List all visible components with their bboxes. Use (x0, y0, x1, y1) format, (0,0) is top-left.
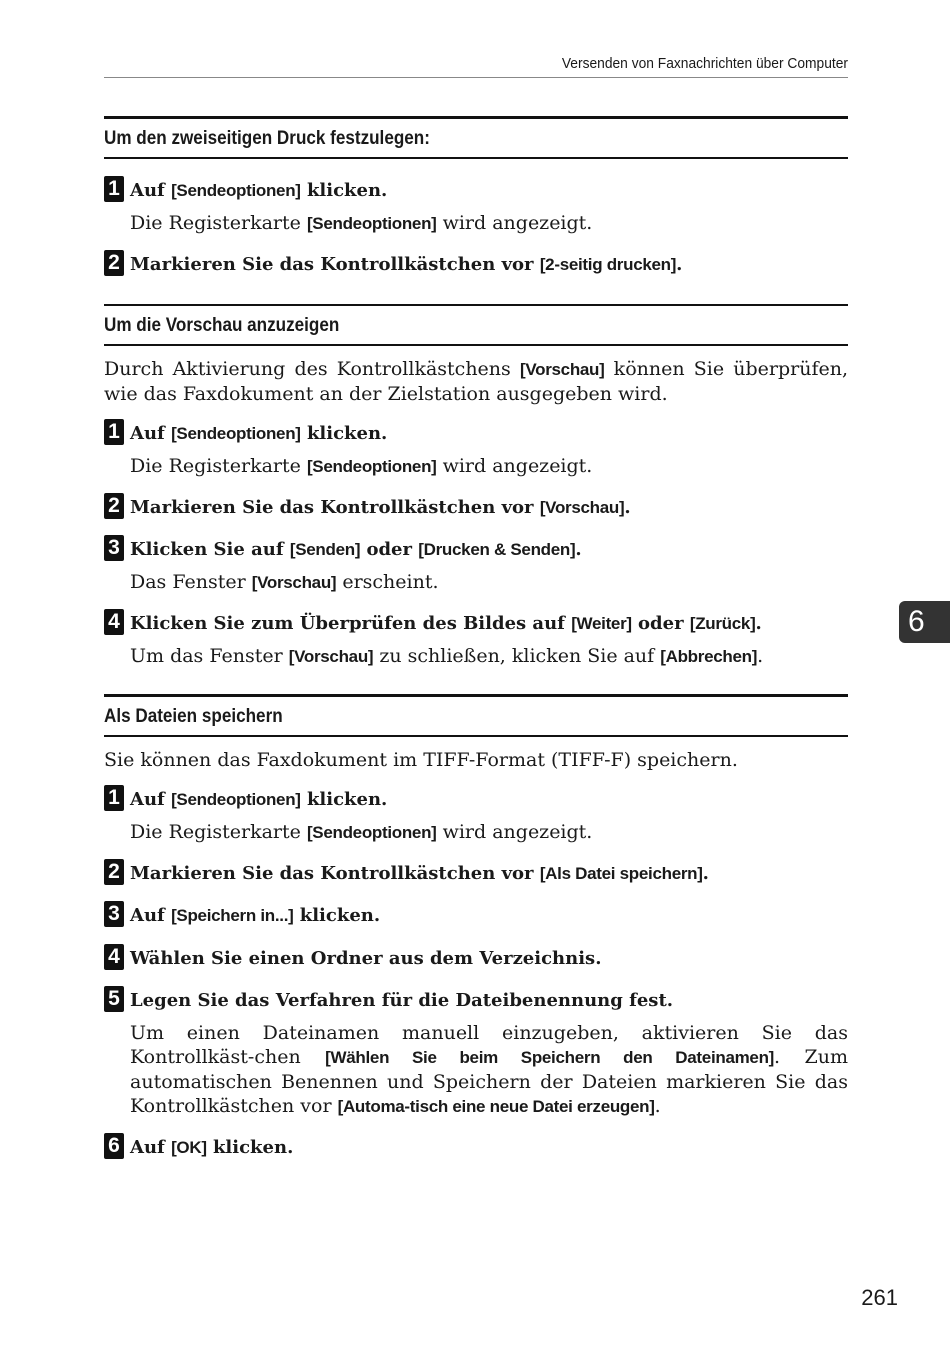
step-number-badge: 3 (104, 535, 124, 561)
step-number-badge: 1 (104, 785, 124, 811)
section-rule-bottom (104, 344, 848, 346)
step-instruction: Markieren Sie das Kontrollkästchen vor [Vorschau]. (130, 497, 631, 518)
section-rule-bottom (104, 735, 848, 737)
step-item (104, 176, 848, 236)
step-item (104, 986, 848, 1119)
step-item (104, 250, 848, 277)
step-instruction: Auf [Sendeoptionen] klicken. (130, 423, 388, 444)
step-instruction: Auf [Sendeoptionen] klicken. (130, 180, 388, 201)
step-instruction: Markieren Sie das Kontrollkästchen vor [Als Datei speichern]. (130, 863, 709, 884)
section-title: Als Dateien speichern (104, 706, 283, 727)
step-number-badge: 2 (104, 859, 124, 885)
section-intro: Durch Aktivierung des Kontrollkästchens [Vorschau] können Sie überprüfen, wie das Faxdokument an der Zielstation ausgegeben wird. (104, 358, 849, 405)
step-item (104, 419, 848, 479)
section-save-files (104, 694, 848, 737)
section-rule-bottom (104, 157, 848, 159)
step-note: Das Fenster [Vorschau] erscheint. (130, 571, 439, 593)
step-instruction: Legen Sie das Verfahren für die Dateibenennung fest. (130, 990, 674, 1011)
step-number-badge: 4 (104, 609, 124, 635)
step-number-badge: 5 (104, 986, 124, 1012)
step-number-badge: 1 (104, 176, 124, 202)
step-number-badge: 2 (104, 250, 124, 276)
step-number-badge: 2 (104, 493, 124, 519)
step-instruction: Wählen Sie einen Ordner aus dem Verzeichnis. (130, 948, 602, 969)
step-note: Die Registerkarte [Sendeoptionen] wird angezeigt. (130, 212, 593, 234)
step-item (104, 1133, 848, 1160)
step-instruction: Klicken Sie zum Überprüfen des Bildes auf [Weiter] oder [Zurück]. (130, 613, 762, 634)
step-note: Um einen Dateinamen manuell einzugeben, aktivieren Sie das Kontrollkäst-chen [Wählen Sie beim Speichern den Dateinamen]. Zum automatischen Benennen und Speichern der Dateien markieren Sie das Kontrollkästchen vor [Automa-tisch eine neue Datei erzeugen]. (130, 1022, 848, 1117)
step-instruction: Auf [OK] klicken. (130, 1137, 294, 1158)
section-title: Um den zweiseitigen Druck festzulegen: (104, 128, 430, 149)
step-item (104, 535, 848, 595)
step-note: Die Registerkarte [Sendeoptionen] wird angezeigt. (130, 455, 593, 477)
step-item (104, 859, 848, 886)
running-header: Versenden von Faxnachrichten über Computer (561, 55, 848, 72)
header-rule (104, 77, 848, 78)
step-instruction: Auf [Speichern in...] klicken. (130, 905, 381, 926)
step-instruction: Auf [Sendeoptionen] klicken. (130, 789, 388, 810)
step-instruction: Klicken Sie auf [Senden] oder [Drucken & Senden]. (130, 539, 582, 560)
step-item (104, 609, 848, 669)
section-title: Um die Vorschau anzuzeigen (104, 315, 340, 336)
step-number-badge: 3 (104, 901, 124, 927)
section-duplex (104, 116, 848, 159)
step-number-badge: 4 (104, 944, 124, 970)
step-number-badge: 1 (104, 419, 124, 445)
chapter-tab: 6 (899, 601, 950, 643)
section-intro: Sie können das Faxdokument im TIFF-Format (TIFF-F) speichern. (104, 749, 738, 771)
step-item (104, 493, 848, 520)
step-instruction: Markieren Sie das Kontrollkästchen vor [2-seitig drucken]. (130, 254, 683, 275)
step-item (104, 944, 848, 971)
section-preview (104, 304, 848, 346)
step-item (104, 785, 848, 845)
step-item (104, 901, 848, 928)
page-number: 261 (861, 1285, 898, 1310)
step-number-badge: 6 (104, 1133, 124, 1159)
step-note: Um das Fenster [Vorschau] zu schließen, klicken Sie auf [Abbrechen]. (130, 645, 764, 667)
step-note: Die Registerkarte [Sendeoptionen] wird angezeigt. (130, 821, 593, 843)
